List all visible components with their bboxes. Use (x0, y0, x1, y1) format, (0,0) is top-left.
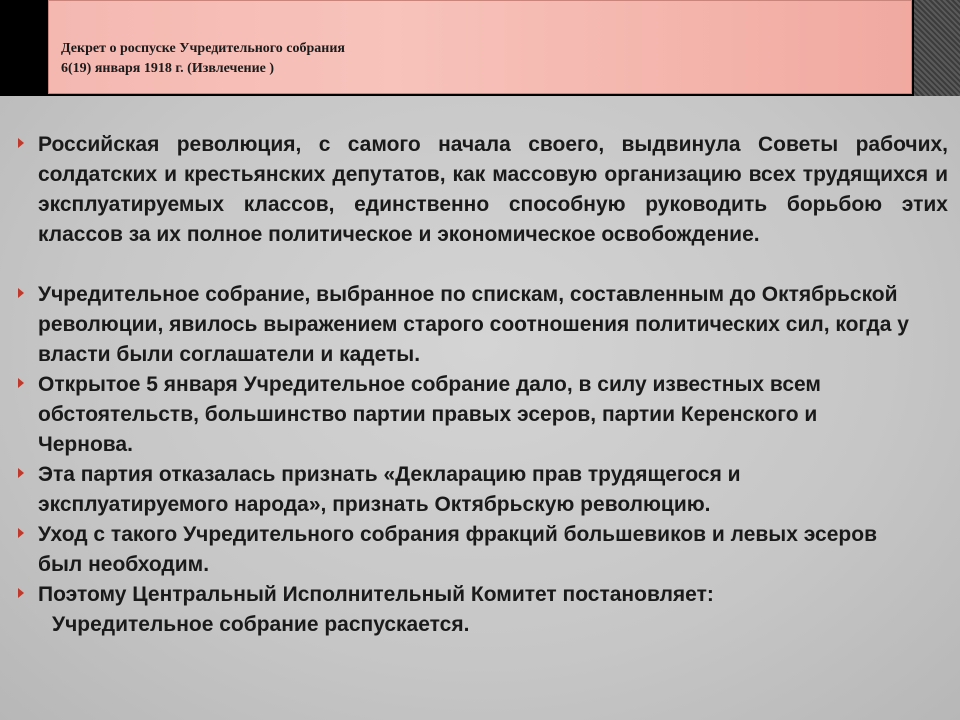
bullet-text-4: Эта партия отказалась признать «Декларацию прав трудящегося и эксплуатируемого народа», признать Октябрьскую революцию. (38, 463, 741, 516)
triangle-bullet-icon (18, 378, 24, 388)
triangle-bullet-icon (18, 588, 24, 598)
resolution-line: Учредительное собрание распускается. (52, 613, 470, 636)
left-dark-strip (0, 0, 48, 96)
slide-title-line-2: 6(19) января 1918 г. (Извлечение ) (61, 61, 275, 76)
slide-title-line-1: Декрет о роспуске Учредительного собрания (61, 41, 346, 56)
triangle-bullet-icon (18, 468, 24, 478)
bullet-text-2: Учредительное собрание, выбранное по спискам, составленным до Октябрьской революции, явилось выражением старого соотношения политических сил, когда у власти были соглашатели и кадеты. (38, 283, 909, 366)
triangle-bullet-icon (18, 288, 24, 298)
bullet-text-3: Открытое 5 января Учредительное собрание дало, в силу известных всем обстоятельств, большинство партии правых эсеров, партии Керенского и Чернова. (38, 373, 821, 456)
bullet-text-5: Уход с такого Учредительного собрания фракций большевиков и левых эсеров был необходим. (38, 523, 877, 576)
bullet-text-1: Российская революция, с самого начала своего, выдвинула Советы рабочих, солдатских и крестьянских депутатов, как массовую организацию всех трудящихся и эксплуатируемых классов, единственно способную руководить борьбою этих классов за их полное политическое и экономическое освобождение. (38, 133, 948, 246)
slide-content (0, 96, 960, 720)
right-patterned-strip (914, 0, 960, 96)
triangle-bullet-icon (18, 528, 24, 538)
slide-title-box (48, 0, 912, 94)
bullet-text-6: Поэтому Центральный Исполнительный Комитет постановляет: (38, 583, 714, 606)
triangle-bullet-icon (18, 138, 24, 148)
